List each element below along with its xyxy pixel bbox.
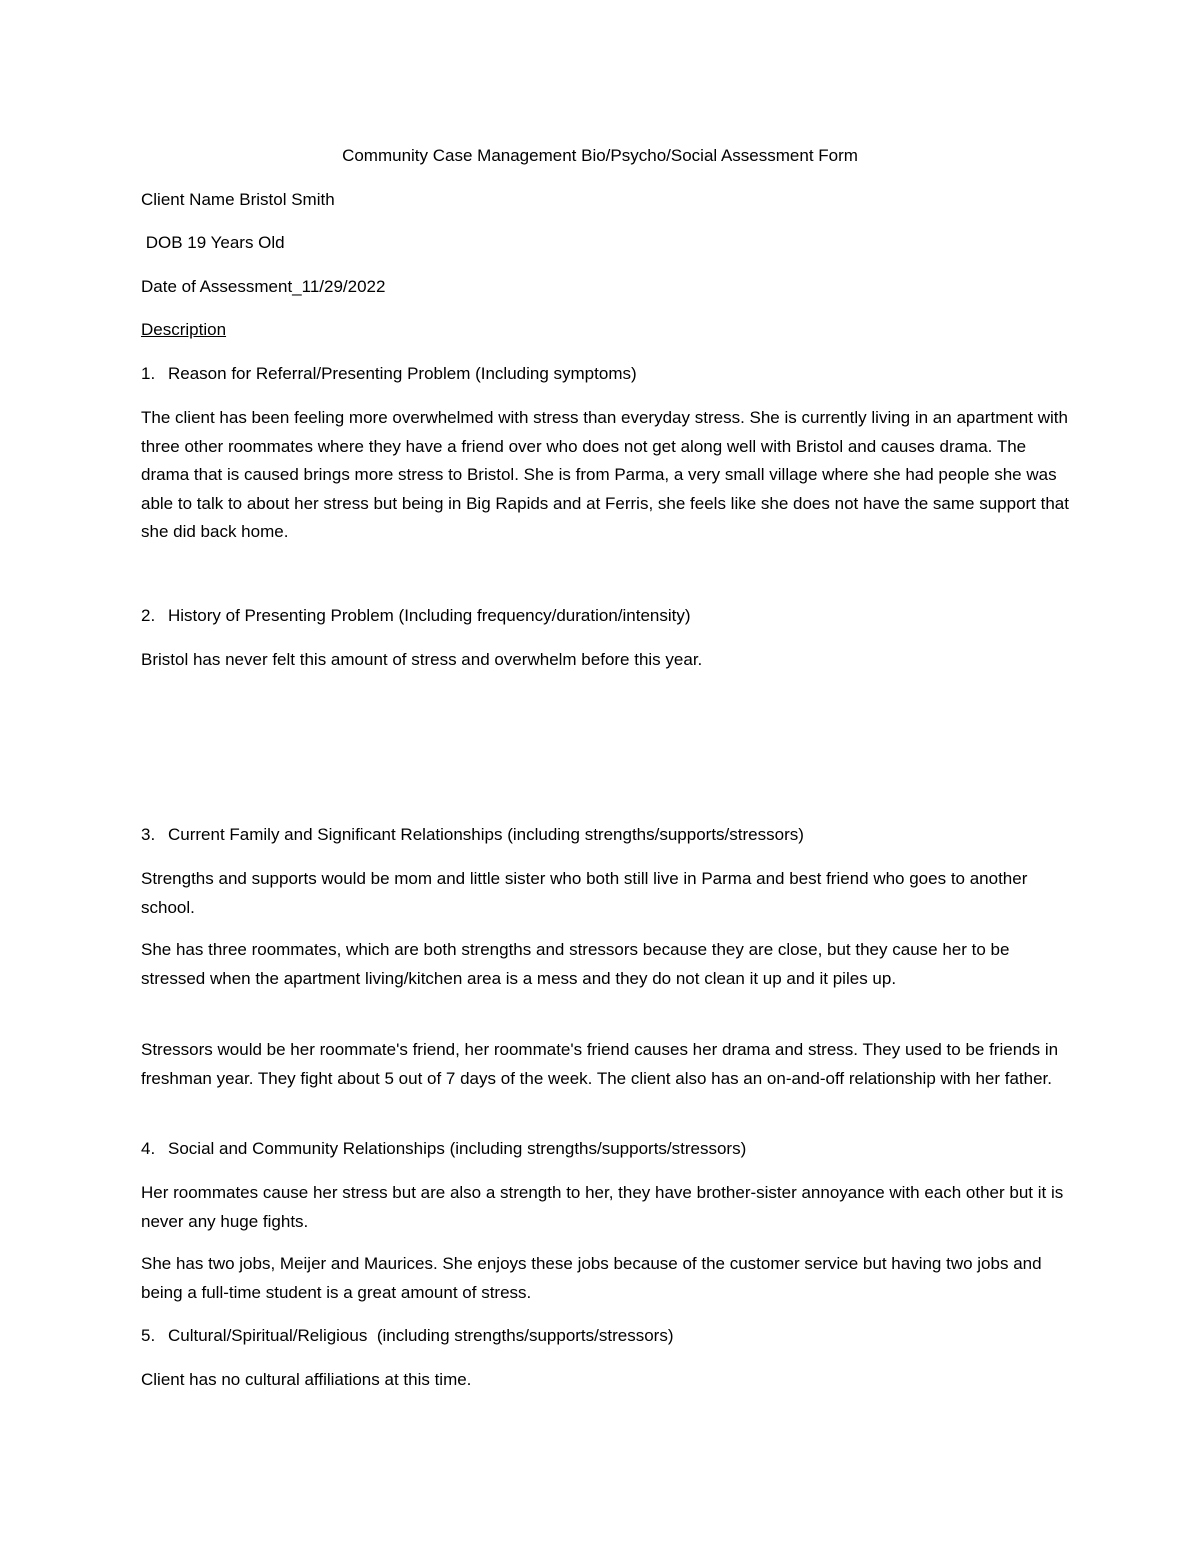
section-heading-text: History of Presenting Problem (Including frequency/duration/intensity) xyxy=(168,606,691,625)
section-3-paragraph-1: Strengths and supports would be mom and little sister who both still live in Parma and best friend who goes to another school. xyxy=(141,869,1028,917)
section-3-paragraph-2: She has three roommates, which are both strengths and stressors because they are close, but they cause her to be stressed when the apartment living/kitchen area is a mess and they do not clean it up and it piles up. xyxy=(141,940,1010,988)
section-4-paragraph-1: Her roommates cause her stress but are also a strength to her, they have brother-sister annoyance with each other but it is never any huge fights. xyxy=(141,1183,1064,1231)
form-title: Community Case Management Bio/Psycho/Social Assessment Form xyxy=(342,146,858,165)
section-2-paragraph-1: Bristol has never felt this amount of stress and overwhelm before this year. xyxy=(141,650,703,669)
date-of-birth: DOB 19 Years Old xyxy=(141,233,285,252)
section-3-paragraph-3: Stressors would be her roommate's friend, her roommate's friend causes her drama and stress. They used to be friends in freshman year. They fight about 5 out of 7 days of the week. The client also has an on-and-off relationship with her father. xyxy=(141,1040,1059,1088)
section-1-paragraph-1: The client has been feeling more overwhelmed with stress than everyday stress. She is currently living in an apartment with three other roommates where they have a friend over who does not get along well with Bristol and causes drama. The drama that is caused brings more stress to Bristol. She is from Parma, a very small village where she had people she was able to talk to about her stress but being in Big Rapids and at Ferris, she feels like she does not have the same support that she did back home. xyxy=(141,408,1069,541)
section-number: 5. xyxy=(141,1326,156,1345)
section-number: 2. xyxy=(141,606,156,625)
section-5-paragraph-1: Client has no cultural affiliations at this time. xyxy=(141,1370,472,1389)
section-number: 4. xyxy=(141,1139,156,1158)
date-of-assessment: Date of Assessment_11/29/2022 xyxy=(141,277,386,296)
section-heading-text: Current Family and Significant Relationships (including strengths/supports/stressors) xyxy=(168,825,804,844)
section-4-paragraph-2: She has two jobs, Meijer and Maurices. She enjoys these jobs because of the customer service but having two jobs and being a full-time student is a great amount of stress. xyxy=(141,1254,1042,1302)
section-number: 3. xyxy=(141,825,156,844)
description-heading: Description xyxy=(141,320,227,339)
section-5-heading xyxy=(141,1322,674,1350)
section-2-heading xyxy=(141,602,691,630)
section-heading-text: Social and Community Relationships (including strengths/supports/stressors) xyxy=(168,1139,747,1158)
section-number: 1. xyxy=(141,364,156,383)
section-1-heading xyxy=(141,360,637,388)
section-heading-text: Reason for Referral/Presenting Problem (Including symptoms) xyxy=(168,364,637,383)
section-heading-text: Cultural/Spiritual/Religious (including strengths/supports/stressors) xyxy=(168,1326,674,1345)
section-3-heading xyxy=(141,821,804,849)
client-name: Client Name Bristol Smith xyxy=(141,190,335,209)
section-4-heading xyxy=(141,1135,746,1163)
